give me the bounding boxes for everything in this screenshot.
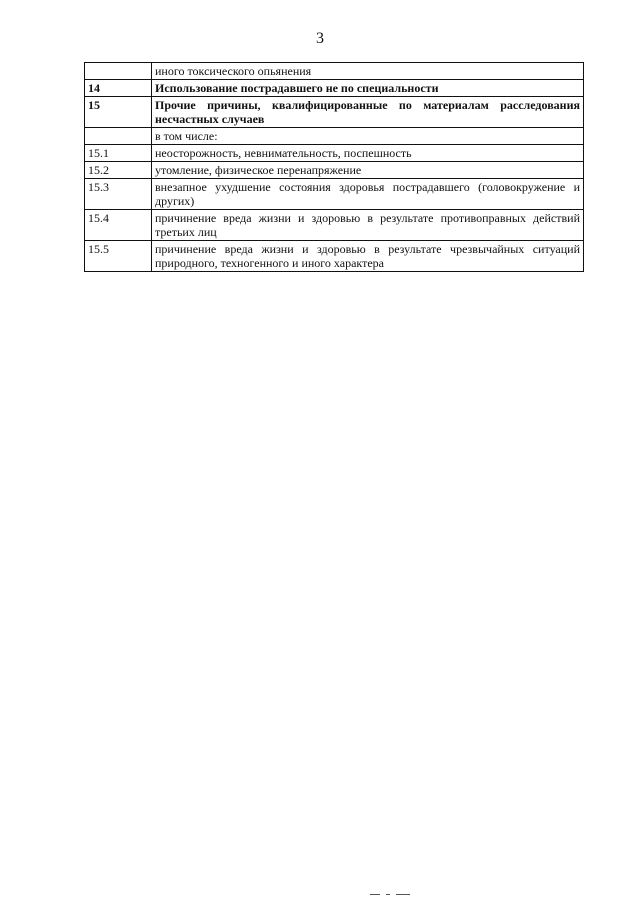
table-row [85,241,584,272]
table-row [85,63,584,80]
table-row [85,80,584,97]
row-number: 15.2 [85,162,152,179]
row-text: в том числе: [152,128,584,145]
row-number [85,63,152,80]
row-text: неосторожность, невнимательность, поспешность [152,145,584,162]
row-number: 15 [85,97,152,128]
row-text: утомление, физическое перенапряжение [152,162,584,179]
row-text: Использование пострадавшего не по специальности [152,80,584,97]
table-row [85,97,584,128]
scan-artifact-marks [370,894,430,896]
table-row [85,179,584,210]
row-number [85,128,152,145]
table-body [85,63,584,272]
scan-artifact-mark [396,894,410,895]
row-text: причинение вреда жизни и здоровью в результате противоправных действий третьих лиц [152,210,584,241]
scan-artifact-mark [386,894,390,895]
row-number: 14 [85,80,152,97]
row-text: иного токсического опьянения [152,63,584,80]
table-row [85,128,584,145]
row-text: причинение вреда жизни и здоровью в результате чрезвычайных ситуаций природного, техногенного и иного характера [152,241,584,272]
row-number: 15.3 [85,179,152,210]
row-text: Прочие причины, квалифицированные по материалам расследования несчастных случаев [152,97,584,128]
row-number: 15.5 [85,241,152,272]
table-row [85,145,584,162]
scan-artifact-mark [370,894,380,895]
table-row [85,162,584,179]
table-row [85,210,584,241]
accident-causes-table [84,62,584,272]
row-number: 15.4 [85,210,152,241]
row-number: 15.1 [85,145,152,162]
page-number: 3 [316,30,324,47]
row-text: внезапное ухудшение состояния здоровья пострадавшего (головокружение и других) [152,179,584,210]
